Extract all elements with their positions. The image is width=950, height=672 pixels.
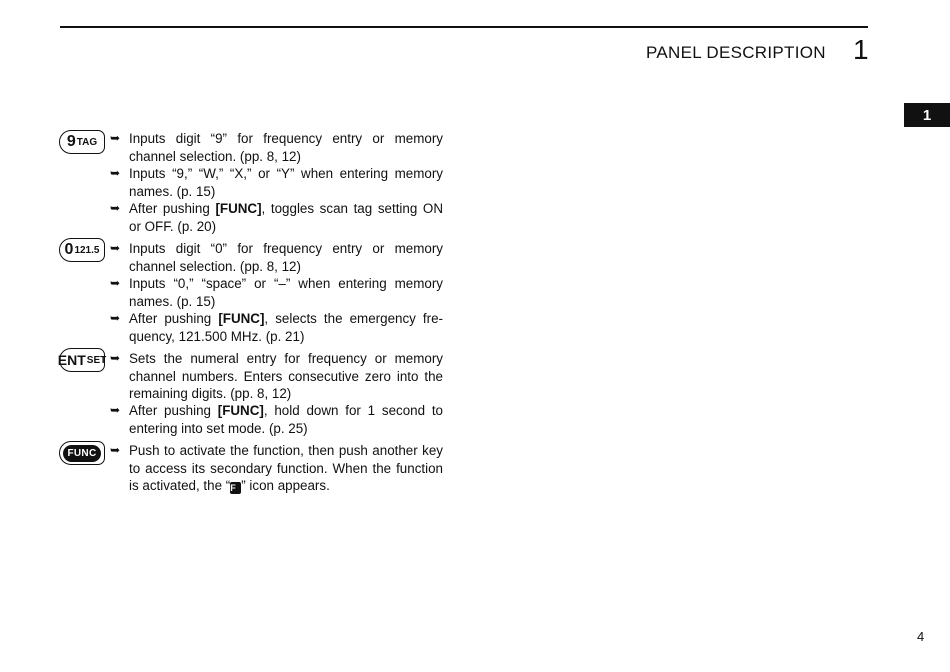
- key-ent-set-icon: [59, 348, 105, 372]
- arrow-bullet-icon: ➥: [110, 241, 121, 255]
- key-main-label: ENT: [57, 352, 86, 368]
- key-sub-label: TAG: [76, 136, 98, 148]
- arrow-bullet-icon: ➥: [110, 351, 121, 365]
- description-item: ➥ Inputs digit “0” for frequency entry or memory channel selection. (pp. 8, 12): [110, 241, 443, 274]
- arrow-bullet-icon: ➥: [110, 166, 121, 180]
- section-title: PANEL DESCRIPTION: [646, 43, 826, 62]
- key-sub-label: 121.5: [74, 244, 100, 256]
- chapter-number: 1: [853, 34, 869, 65]
- key-0-121-5-icon: [59, 238, 105, 262]
- key-sub-label: SET: [86, 354, 107, 366]
- arrow-bullet-icon: ➥: [110, 311, 121, 325]
- key-func-icon: [59, 441, 105, 465]
- arrow-bullet-icon: ➥: [110, 131, 121, 145]
- arrow-bullet-icon: ➥: [110, 443, 121, 457]
- arrow-bullet-icon: ➥: [110, 276, 121, 290]
- key-main-label: 9: [66, 133, 76, 150]
- key-main-label: FUNC: [63, 445, 102, 462]
- description-item: ➥ Inputs digit “9” for frequency entry or memory channel selection. (pp. 8, 12): [110, 131, 443, 164]
- f-indicator-icon: F: [230, 482, 241, 494]
- description-item: ➥ After pushing [FUNC], selects the emergency fre-quency, 121.500 MHz. (p. 21): [110, 311, 443, 344]
- description-item: ➥ After pushing [FUNC], hold down for 1 second to entering into set mode. (p. 25): [110, 403, 443, 436]
- description-item: ➥ After pushing [FUNC], toggles scan tag setting ON or OFF. (p. 20): [110, 201, 443, 234]
- key-main-label: 0: [64, 241, 74, 258]
- page-number: 4: [917, 629, 925, 644]
- key-9-tag-icon: [59, 130, 105, 154]
- chapter-side-tab: 1: [904, 103, 950, 127]
- arrow-bullet-icon: ➥: [110, 403, 121, 417]
- description-item: ➥ Inputs “0,” “space” or “–” when entering memory names. (p. 15): [110, 276, 443, 309]
- description-item: ➥ Push to activate the function, then push another key to access its secondary function. When the function is activated, the “F ” icon appears.: [110, 443, 443, 494]
- arrow-bullet-icon: ➥: [110, 201, 121, 215]
- header-rule: [60, 26, 868, 28]
- description-item: ➥ Inputs “9,” “W,” “X,” or “Y” when entering memory names. (p. 15): [110, 166, 443, 199]
- description-item: ➥ Sets the numeral entry for frequency or memory channel numbers. Enters consecutive zero into the remaining digits. (pp. 8, 12): [110, 351, 443, 402]
